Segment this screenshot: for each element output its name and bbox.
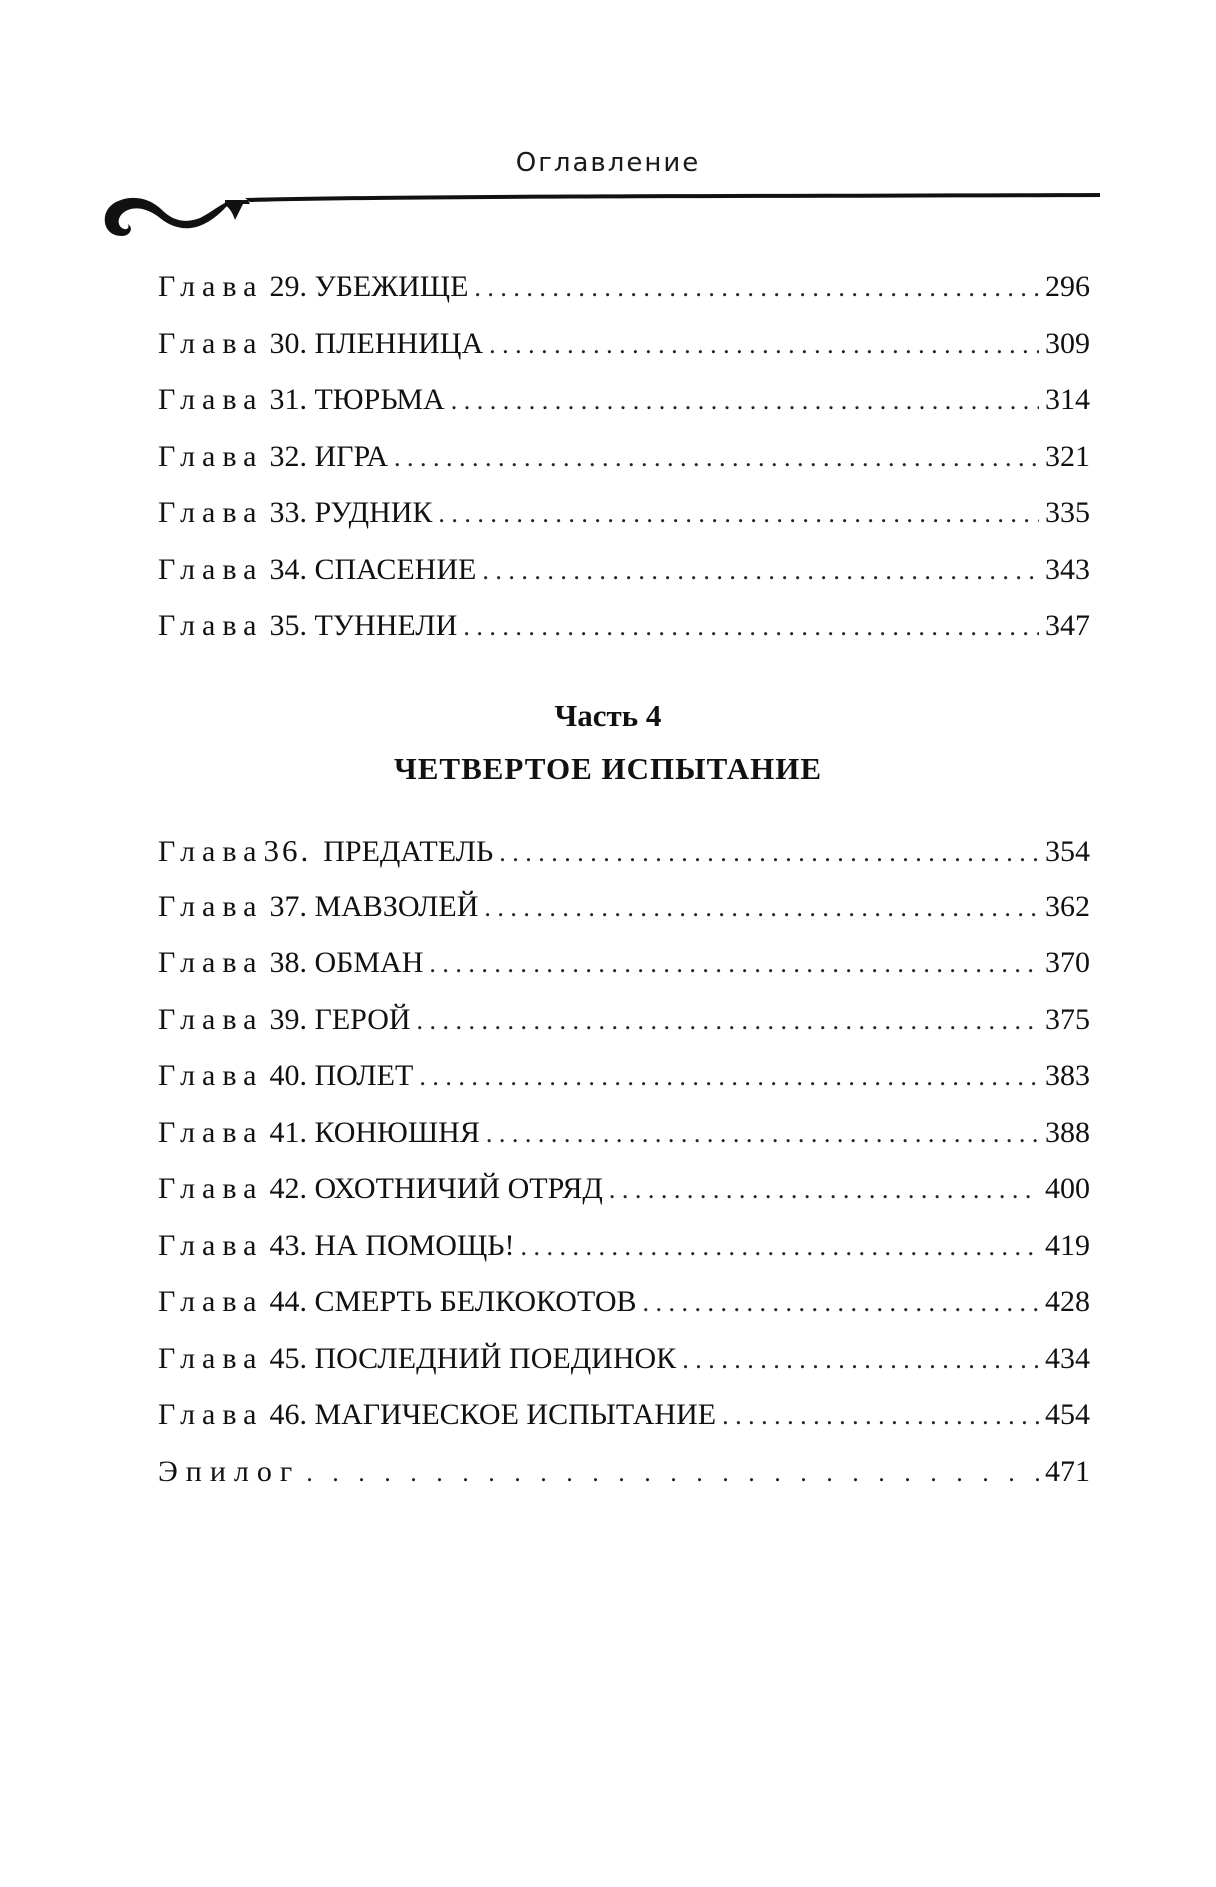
page-number: 428 [1045, 1285, 1090, 1318]
toc-entry[interactable] [158, 1341, 1090, 1401]
toc-entry[interactable] [158, 1002, 1090, 1062]
toc-entry[interactable] [158, 439, 1090, 499]
toc-list-part4 [158, 835, 1090, 1513]
page-number: 400 [1045, 1172, 1090, 1205]
page-number: 434 [1045, 1341, 1090, 1375]
chapter-number: 43. [269, 1228, 307, 1262]
part-heading [0, 700, 1216, 784]
toc-entry[interactable] [158, 889, 1090, 949]
part-title: ЧЕТВЕРТОЕ ИСПЫТАНИЕ [393, 751, 823, 786]
chapter-title: МАВЗОЛЕЙ [314, 889, 479, 923]
chapter-prefix: Глава [158, 1115, 264, 1149]
chapter-number: 46. [269, 1398, 307, 1431]
chapter-title: ИГРА [314, 439, 388, 473]
chapter-number: 41. [269, 1115, 307, 1149]
chapter-title: НА ПОМОЩЬ! [314, 1228, 515, 1262]
toc-entry[interactable] [158, 948, 1090, 1005]
dot-leader [463, 611, 1039, 641]
dot-leader [722, 1400, 1039, 1430]
flourish-divider-ornament [100, 178, 1100, 248]
chapter-title: ОХОТНИЧИЙ ОТРЯД [314, 1172, 603, 1205]
page-number: 321 [1045, 439, 1090, 473]
page-number: 370 [1045, 946, 1090, 979]
toc-entry[interactable] [158, 552, 1090, 612]
chapter-title: РУДНИК [314, 496, 433, 529]
chapter-title: УБЕЖИЩЕ [314, 270, 469, 303]
dot-leader [394, 442, 1039, 472]
chapter-title: ОБМАН [314, 946, 424, 979]
dot-leader [429, 948, 1039, 978]
chapter-prefix: Глава [158, 383, 264, 416]
dot-leader [482, 555, 1039, 585]
chapter-prefix: Глава [158, 1228, 264, 1262]
toc-entry[interactable] [158, 1174, 1090, 1231]
page-number: 347 [1045, 609, 1090, 642]
chapter-prefix: Глава [158, 1172, 264, 1205]
page-number: 296 [1045, 270, 1090, 303]
chapter-number: 31. [269, 383, 307, 416]
chapter-number: 40. [269, 1059, 307, 1092]
chapter-number: 44. [269, 1285, 307, 1318]
running-title: Оглавление [515, 148, 701, 178]
chapter-prefix: Глава [158, 496, 264, 529]
chapter-title: ПОСЛЕДНИЙ ПОЕДИНОК [314, 1341, 677, 1375]
chapter-title: СПАСЕНИЕ [314, 552, 477, 586]
chapter-title: СМЕРТЬ БЕЛКОКОТОВ [314, 1285, 637, 1318]
page-number: 375 [1045, 1002, 1090, 1036]
dot-leader [486, 1118, 1039, 1148]
chapter-number: 30. [269, 326, 307, 360]
part-label: Часть 4 [554, 698, 662, 733]
toc-entry[interactable] [158, 1228, 1090, 1288]
dot-leader [474, 272, 1039, 302]
chapter-title: ТЮРЬМА [314, 383, 445, 416]
page-number: 335 [1045, 496, 1090, 529]
toc-entry[interactable] [158, 272, 1090, 329]
chapter-prefix: Глава [158, 1059, 264, 1092]
epilogue-label: Эпилог [158, 1454, 301, 1488]
chapter-prefix: Глава [158, 946, 264, 979]
chapter-number: 45. [269, 1341, 307, 1375]
chapter-title: ГЕРОЙ [314, 1002, 411, 1036]
toc-entry[interactable] [158, 1400, 1090, 1457]
toc-entry[interactable] [158, 1115, 1090, 1175]
chapter-number: 34. [269, 552, 307, 586]
toc-entry[interactable] [158, 385, 1090, 442]
chapter-title: ТУННЕЛИ [314, 609, 458, 642]
chapter-number: 29. [269, 270, 307, 303]
chapter-prefix: Глава [158, 439, 264, 473]
page-number: 388 [1045, 1115, 1090, 1149]
dot-leader [438, 498, 1039, 528]
chapter-prefix: Глава [158, 889, 264, 923]
chapter-prefix: Глава [158, 552, 264, 586]
toc-entry[interactable] [158, 1061, 1090, 1118]
dot-leader [419, 1061, 1039, 1091]
toc-entry[interactable] [158, 835, 1090, 892]
chapter-title: ПЛЕННИЦА [314, 326, 484, 360]
page-number: 383 [1045, 1059, 1090, 1092]
page-number: 314 [1045, 383, 1090, 416]
chapter-prefix: Глава [158, 1002, 264, 1036]
chapter-prefix: Глава [158, 270, 264, 303]
dot-leader [643, 1287, 1039, 1317]
page-number: 471 [1045, 1454, 1090, 1488]
toc-entry[interactable] [158, 326, 1090, 386]
chapter-title: КОНЮШНЯ [314, 1115, 480, 1149]
page-number: 454 [1045, 1398, 1090, 1431]
chapter-number: 42. [269, 1172, 307, 1205]
page-number: 343 [1045, 552, 1090, 586]
chapter-title: МАГИЧЕСКОЕ ИСПЫТАНИЕ [314, 1398, 717, 1431]
chapter-number: 32. [269, 439, 307, 473]
toc-entry[interactable] [158, 498, 1090, 555]
dot-leader [451, 385, 1039, 415]
chapter-prefix: Глава [158, 1398, 264, 1431]
page-number: 419 [1045, 1228, 1090, 1262]
dot-leader [499, 837, 1039, 867]
page-number: 354 [1045, 835, 1090, 868]
chapter-number: 38. [269, 946, 307, 979]
toc-entry[interactable] [158, 1287, 1090, 1344]
chapter-number: 35. [269, 609, 307, 642]
chapter-prefix: Глава [158, 609, 264, 642]
chapter-prefix: Глава [158, 1285, 264, 1318]
chapter-title: ПРЕДАТЕЛЬ [323, 835, 494, 868]
chapter-prefix: Глава [158, 1341, 264, 1375]
chapter-title: ПОЛЕТ [314, 1059, 414, 1092]
chapter-number: 33. [269, 496, 307, 529]
page-number: 309 [1045, 326, 1090, 360]
dot-leader [306, 1457, 1039, 1487]
toc-list-part3 [158, 272, 1090, 668]
dot-leader [489, 329, 1039, 359]
dot-leader [484, 892, 1039, 922]
chapter-prefix: Глава [158, 326, 264, 360]
dot-leader [682, 1344, 1039, 1374]
toc-entry[interactable] [158, 611, 1090, 668]
page-number: 362 [1045, 889, 1090, 923]
dot-leader [520, 1231, 1039, 1261]
chapter-number: 39. [269, 1002, 307, 1036]
chapter-prefix: Глава [158, 835, 264, 868]
dot-leader [609, 1174, 1039, 1204]
chapter-number: 36. [263, 833, 312, 868]
toc-entry-epilogue[interactable] [158, 1454, 1090, 1514]
chapter-number: 37. [269, 889, 307, 923]
dot-leader [417, 1005, 1039, 1035]
